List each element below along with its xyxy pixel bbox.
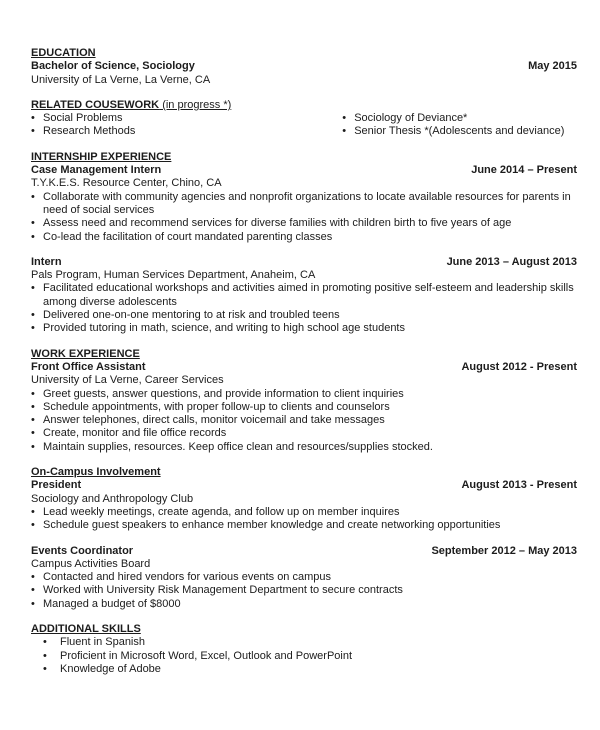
list-item: [31, 322, 577, 335]
job-entry: [31, 164, 577, 244]
job-title: Intern: [31, 255, 62, 268]
section-heading: [31, 99, 231, 111]
list-item: [342, 112, 577, 125]
section-heading: ADDITIONAL SKILLS: [31, 622, 141, 635]
bullet-icon: •: [31, 190, 35, 203]
bullet-icon: •: [31, 427, 35, 440]
list-item-text: Proficient in Microsoft Word, Excel, Outlook and PowerPoint: [60, 649, 353, 662]
section-campus: [31, 466, 577, 611]
list-item-text: Assess need and recommend services for diverse families with children birth to five years of age: [43, 217, 512, 230]
list-item: [31, 112, 342, 125]
job-date: August 2013 - Present: [461, 479, 577, 492]
degree-date: May 2015: [528, 60, 577, 73]
list-item-text: Answer telephones, direct calls, monitor voicemail and take messages: [43, 414, 385, 427]
list-item: [31, 217, 577, 230]
list-item: [31, 125, 342, 138]
job-org: Sociology and Anthropology Club: [31, 492, 194, 505]
list-item-text: Lead weekly meetings, create agenda, and follow up on member inquires: [43, 505, 400, 518]
job-title: Events Coordinator: [31, 544, 134, 557]
job-entry: [31, 479, 577, 532]
list-item-text: Worked with University Risk Management Department to secure contracts: [43, 584, 403, 597]
job-org: University of La Verne, Career Services: [31, 374, 224, 387]
list-item-text: Schedule appointments, with proper follow-up to clients and counselors: [43, 400, 390, 413]
job-title: Front Office Assistant: [31, 360, 146, 373]
list-item-text: Sociology of Deviance*: [354, 112, 468, 125]
school-line: University of La Verne, La Verne, CA: [31, 73, 211, 86]
list-item: [342, 125, 577, 138]
bullet-icon: •: [31, 309, 35, 322]
list-item: [31, 427, 577, 440]
bullet-icon: •: [31, 400, 35, 413]
bullet-icon: •: [31, 505, 35, 518]
job-org: T.Y.K.E.S. Resource Center, Chino, CA: [31, 177, 222, 190]
list-item: [31, 636, 577, 649]
coursework-heading-line: [31, 99, 577, 112]
bullet-icon: •: [43, 649, 47, 662]
job-header: [31, 479, 577, 492]
coursework-columns: [31, 112, 577, 139]
section-coursework: [31, 99, 577, 139]
list-item-text: Fluent in Spanish: [60, 636, 145, 649]
bullet-icon: •: [31, 597, 35, 610]
bullet-icon: •: [342, 125, 347, 138]
list-item: [31, 401, 577, 414]
job-header: [31, 361, 577, 374]
bullet-icon: •: [31, 282, 35, 295]
list-item: [31, 414, 577, 427]
list-item-text: Managed a budget of $8000: [43, 597, 181, 610]
bullet-icon: •: [31, 387, 35, 400]
list-item-text: Research Methods: [43, 125, 136, 138]
bullet-icon: •: [342, 112, 347, 125]
bullet-icon: •: [31, 440, 35, 453]
job-date: June 2013 – August 2013: [446, 255, 577, 268]
job-header: [31, 545, 577, 558]
job-header: [31, 256, 577, 269]
job-entry: [31, 545, 577, 611]
section-heading: On-Campus Involvement: [31, 466, 161, 479]
list-item-text: Co-lead the facilitation of court mandated parenting classes: [43, 230, 333, 243]
degree-title: Bachelor of Science, Sociology: [31, 60, 195, 73]
list-item-text: Maintain supplies, resources. Keep office clean and resources/supplies stocked.: [43, 440, 433, 453]
list-item-text: Social Problems: [43, 112, 123, 125]
job-org: Campus Activities Board: [31, 557, 151, 570]
list-item: [31, 191, 577, 218]
list-item: [31, 506, 577, 519]
list-item: [31, 663, 577, 676]
coursework-heading-text: RELATED COUSEWORK: [31, 98, 160, 111]
coursework-heading-note: (in progress *): [159, 98, 232, 111]
list-item: [31, 650, 577, 663]
bullet-icon: •: [31, 414, 35, 427]
bullet-icon: •: [31, 571, 35, 584]
list-item: [31, 231, 577, 244]
job-title: President: [31, 479, 82, 492]
list-item: [31, 309, 577, 322]
job-date: September 2012 – May 2013: [431, 544, 577, 557]
list-item-text: Provided tutoring in math, science, and writing to high school age students: [43, 322, 405, 335]
section-heading: WORK EXPERIENCE: [31, 347, 140, 360]
bullet-icon: •: [31, 322, 35, 335]
coursework-left-column: [31, 112, 342, 139]
list-item: [31, 571, 577, 584]
list-item: [31, 519, 577, 532]
list-item-text: Contacted and hired vendors for various events on campus: [43, 571, 331, 584]
bullet-icon: •: [43, 662, 47, 675]
job-entry: [31, 256, 577, 336]
section-skills: [31, 623, 577, 676]
list-item: [31, 282, 577, 309]
list-item: [31, 441, 577, 454]
job-date: August 2012 - Present: [461, 360, 577, 373]
bullet-icon: •: [31, 519, 35, 532]
list-item-text: Schedule guest speakers to enhance member knowledge and create networking opportunities: [43, 519, 501, 532]
job-org: Pals Program, Human Services Department, Anaheim, CA: [31, 269, 316, 282]
bullet-icon: •: [43, 636, 47, 649]
list-item-text: Delivered one-on-one mentoring to at risk and troubled teens: [43, 309, 340, 322]
list-item-text: Knowledge of Adobe: [60, 662, 161, 675]
list-item-text: Senior Thesis *(Adolescents and deviance): [354, 125, 565, 138]
list-item: [31, 584, 577, 597]
section-work: [31, 348, 577, 454]
list-item-text: Facilitated educational workshops and activities aimed in promoting positive self-esteem and leadership skills among diverse adolescents: [43, 282, 574, 308]
section-internship: [31, 151, 577, 336]
list-item-text: Collaborate with community agencies and nonprofit organizations to locate available resources for parents in need of social services: [43, 190, 571, 216]
bullet-icon: •: [31, 217, 35, 230]
degree-row: [31, 60, 577, 73]
bullet-icon: •: [31, 230, 35, 243]
section-education: [31, 47, 577, 87]
bullet-icon: •: [31, 112, 35, 125]
list-item: [31, 388, 577, 401]
job-entry: [31, 361, 577, 454]
section-heading: INTERNSHIP EXPERIENCE: [31, 150, 172, 163]
bullet-icon: •: [31, 584, 35, 597]
list-item: [31, 598, 577, 611]
job-date: June 2014 – Present: [471, 164, 577, 177]
list-item-text: Create, monitor and file office records: [43, 427, 227, 440]
job-title: Case Management Intern: [31, 164, 162, 177]
coursework-right-column: [342, 112, 577, 139]
bullet-icon: •: [31, 125, 35, 138]
job-header: [31, 164, 577, 177]
section-heading: EDUCATION: [31, 47, 96, 59]
list-item-text: Greet guests, answer questions, and provide information to client inquiries: [43, 387, 404, 400]
